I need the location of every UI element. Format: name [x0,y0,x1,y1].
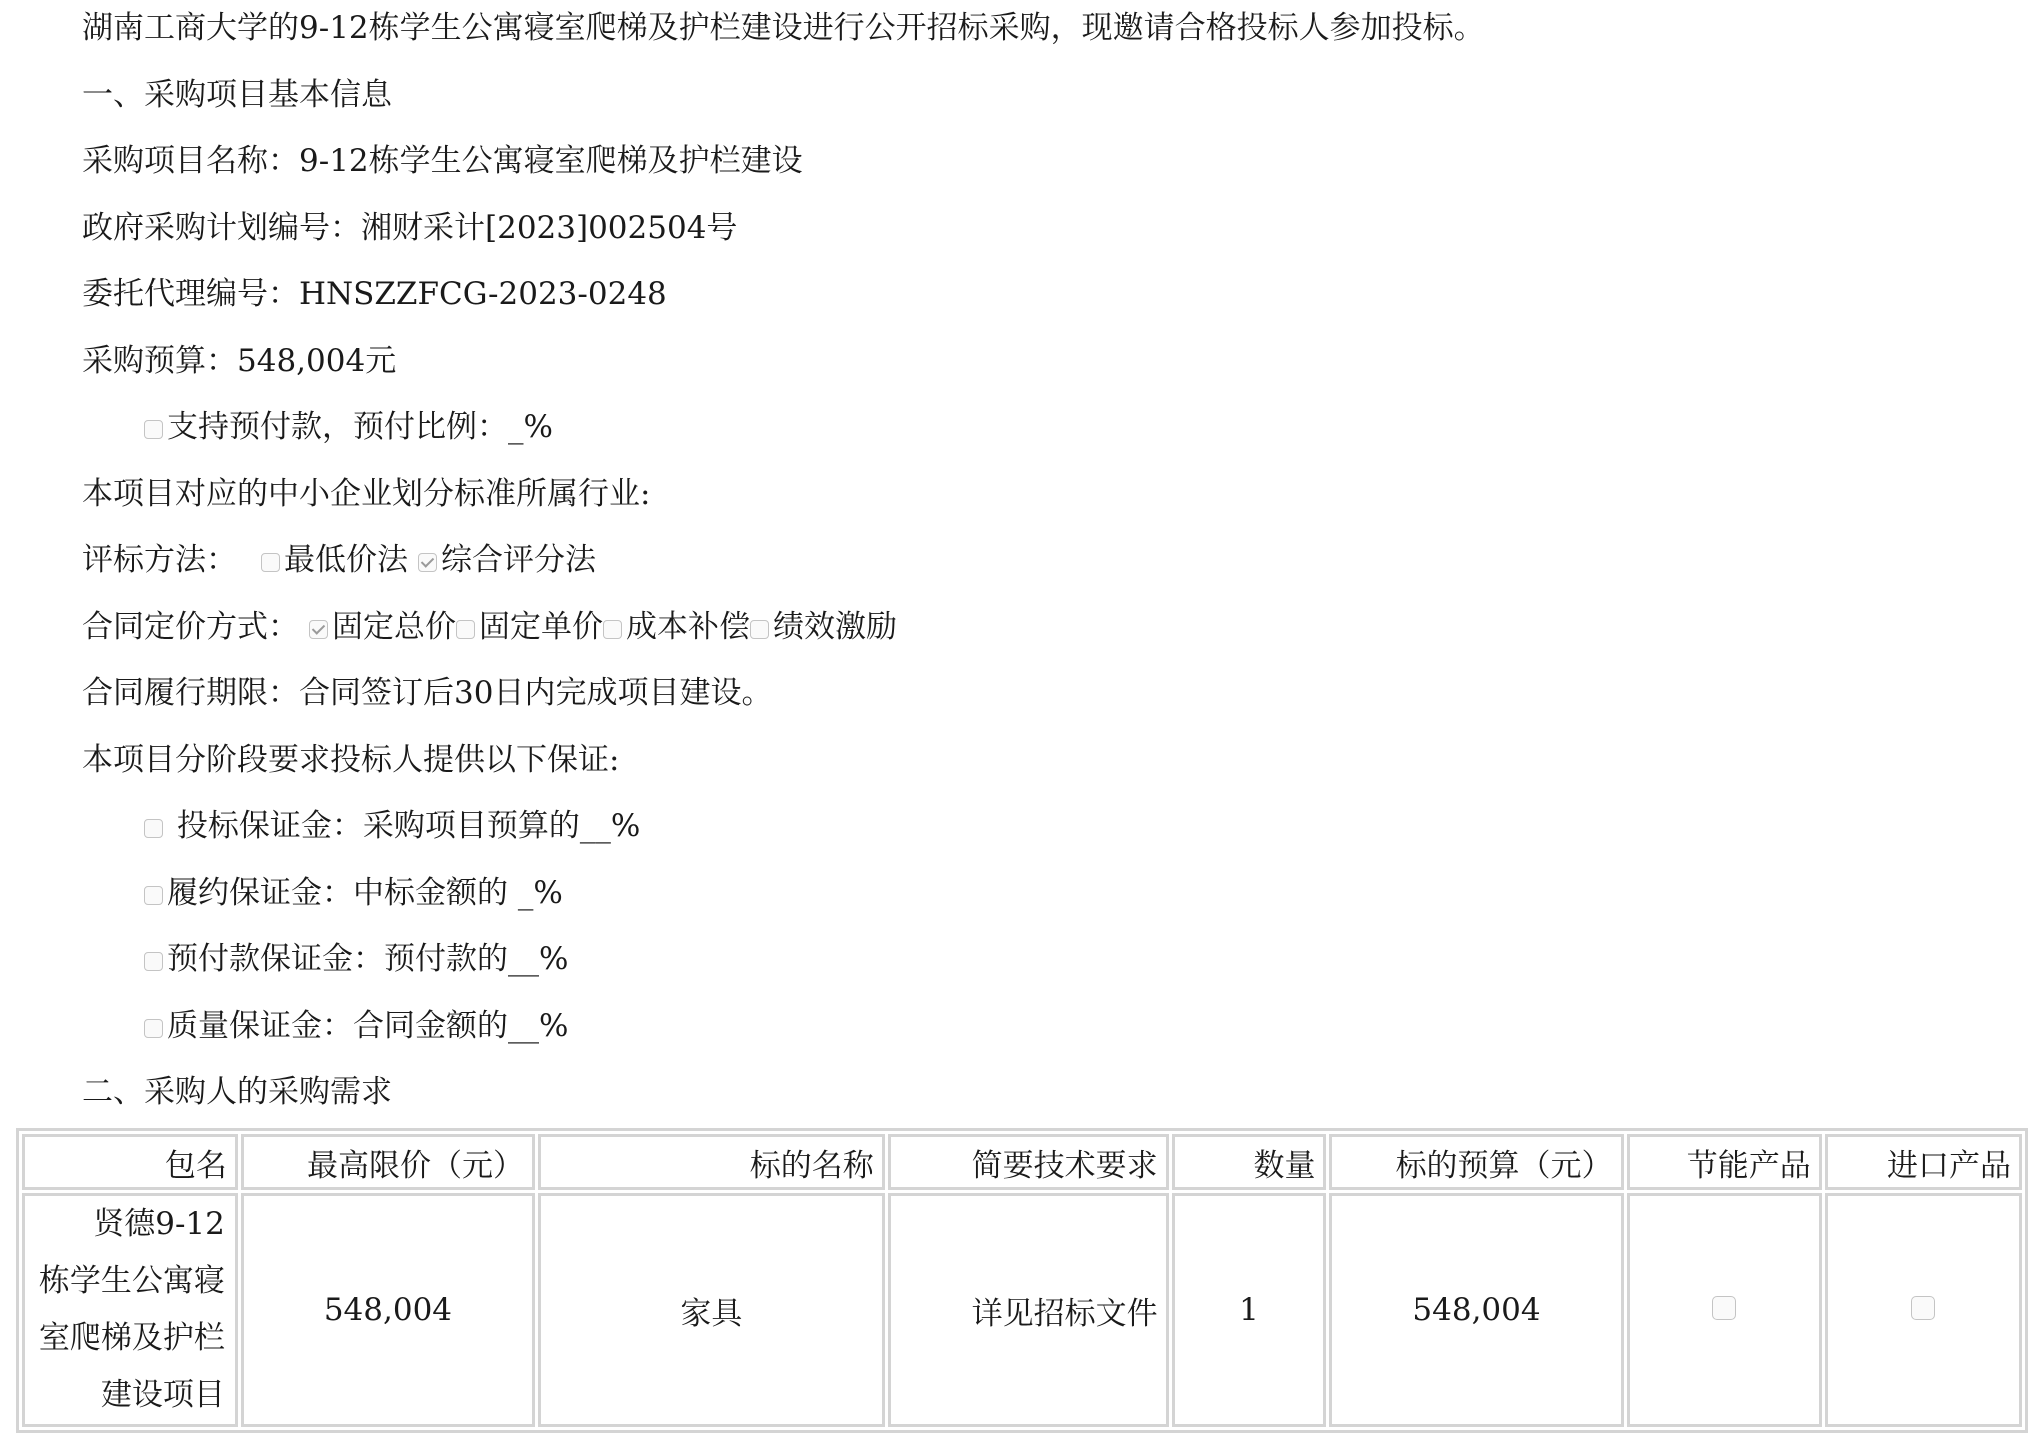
cell-imported [1825,1193,2022,1427]
pricing-fixed-unit-label: 固定单价 [479,609,603,645]
plan-number: 政府采购计划编号：湘财采计[2023]002504号 [82,210,738,246]
header-item-name: 标的名称 [538,1134,885,1190]
guarantee-intro: 本项目分阶段要求投标人提供以下保证: [82,742,620,778]
section2-heading: 二、采购人的采购需求 [82,1074,392,1110]
guarantee-performance-label: 履约保证金：中标金额的 _% [167,875,563,911]
prepay-checkbox[interactable] [144,420,163,439]
header-package: 包名 [22,1134,238,1190]
package-line: 贤德9-12 [93,1206,225,1242]
imported-checkbox[interactable] [1911,1296,1935,1320]
energy-saving-checkbox[interactable] [1712,1296,1736,1320]
guarantee-bid [144,806,640,846]
prepay-label: 支持预付款，预付比例：_% [167,409,553,445]
guarantee-bid-label: 投标保证金：采购项目预算的__% [167,808,641,844]
eval-method-label: 评标方法： [82,542,237,578]
guarantee-prepay [144,939,568,979]
guarantee-bid-checkbox[interactable] [144,819,163,838]
cell-tech-req: 详见招标文件 [888,1193,1169,1427]
pricing-method [82,607,897,647]
cell-item-name: 家具 [538,1193,885,1427]
requirements-table [16,1128,2028,1433]
header-energy-saving: 节能产品 [1627,1134,1822,1190]
eval-method [82,540,596,580]
eval-comprehensive-checkbox[interactable] [418,553,437,572]
package-line: 室爬梯及护栏 [38,1320,225,1356]
intro-text: 湖南工商大学的9-12栋学生公寓寝室爬梯及护栏建设进行公开招标采购，现邀请合格投标人参加投标。 [82,10,1485,46]
header-budget: 标的预算（元） [1329,1134,1623,1190]
guarantee-quality [144,1006,568,1046]
pricing-cost-label: 成本补偿 [626,609,750,645]
guarantee-quality-checkbox[interactable] [144,1019,163,1038]
header-tech-req: 简要技术要求 [888,1134,1169,1190]
budget: 采购预算：548,004元 [82,343,397,379]
guarantee-performance [144,873,563,913]
industry: 本项目对应的中小企业划分标准所属行业: [82,476,651,512]
header-quantity: 数量 [1172,1134,1327,1190]
header-imported: 进口产品 [1825,1134,2022,1190]
guarantee-performance-checkbox[interactable] [144,886,163,905]
cell-budget: 548,004 [1329,1193,1623,1427]
pricing-fixed-total-checkbox[interactable] [309,620,328,639]
project-name: 采购项目名称：9-12栋学生公寓寝室爬梯及护栏建设 [82,143,803,179]
pricing-incentive-checkbox[interactable] [750,620,769,639]
table-header-row [22,1134,2022,1190]
eval-lowest-price-checkbox[interactable] [261,553,280,572]
section1-heading: 一、采购项目基本信息 [82,77,392,113]
pricing-method-label: 合同定价方式： [82,609,299,645]
cell-energy-saving [1627,1193,1822,1427]
pricing-fixed-total-label: 固定总价 [332,609,456,645]
eval-comprehensive-label: 综合评分法 [441,542,596,578]
guarantee-prepay-label: 预付款保证金：预付款的__% [167,941,569,977]
pricing-cost-checkbox[interactable] [603,620,622,639]
header-max-price: 最高限价（元） [241,1134,535,1190]
package-line: 栋学生公寓寝 [38,1263,225,1299]
pricing-fixed-unit-checkbox[interactable] [456,620,475,639]
table-row [22,1193,2022,1427]
eval-lowest-price-label: 最低价法 [284,542,408,578]
prepay-option [144,407,553,447]
contract-term: 合同履行期限：合同签订后30日内完成项目建设。 [82,675,773,711]
guarantee-prepay-checkbox[interactable] [144,952,163,971]
guarantee-quality-label: 质量保证金：合同金额的__% [167,1008,569,1044]
cell-quantity: 1 [1172,1193,1327,1427]
package-line: 建设项目 [100,1377,225,1413]
cell-max-price: 548,004 [241,1193,535,1427]
agency-number: 委托代理编号：HNSZZFCG-2023-0248 [82,276,667,312]
cell-package [22,1193,238,1427]
pricing-incentive-label: 绩效激励 [773,609,897,645]
